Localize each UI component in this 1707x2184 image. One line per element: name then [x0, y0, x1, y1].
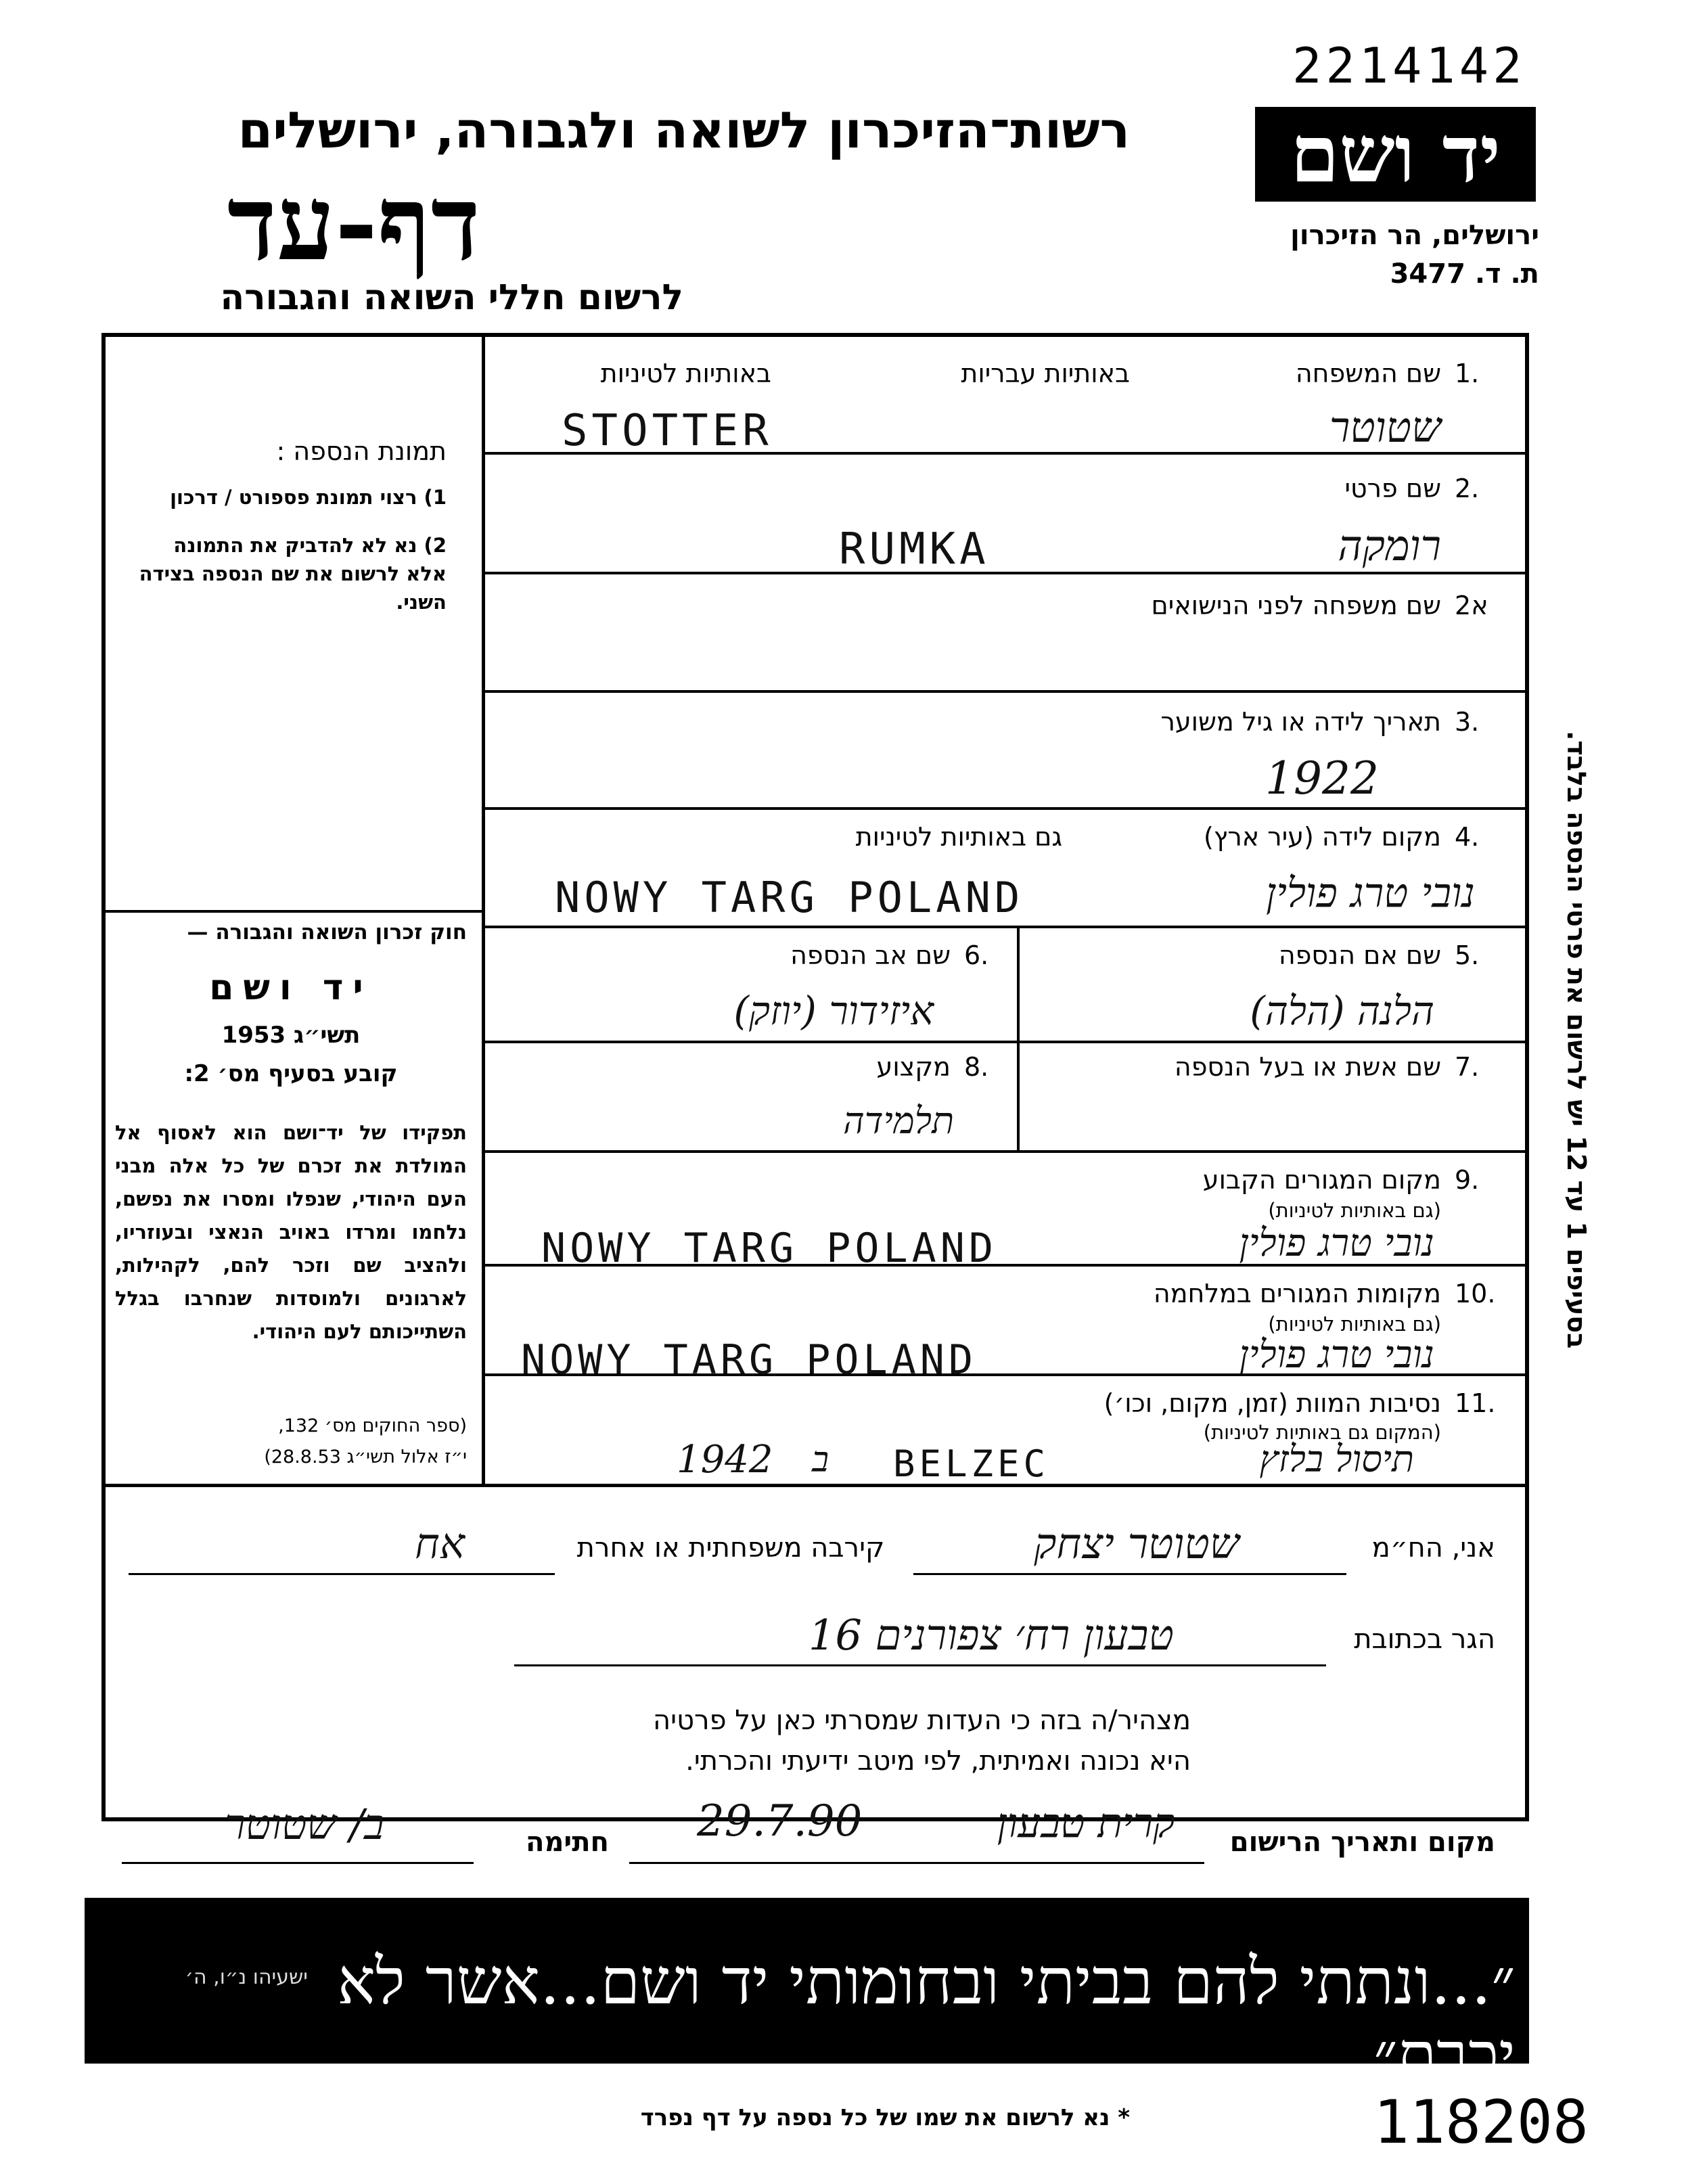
declarant-line	[913, 1573, 1346, 1575]
section-divider	[101, 1484, 1529, 1487]
field-6-label: שם אב הנספה	[790, 940, 951, 970]
field-4-number: 4.	[1455, 822, 1480, 852]
law-year: תשי״ג 1953	[221, 1022, 361, 1049]
field-2-value-hebrew[interactable]: רומקה	[1338, 521, 1441, 570]
field-9-value-hebrew[interactable]: נובי טרג פולין	[1239, 1221, 1434, 1265]
place-date-label: מקום ותאריך הרישום	[1229, 1827, 1495, 1858]
field-10-number: 10.	[1455, 1279, 1496, 1309]
law-brand: יד ושם	[209, 968, 373, 1008]
declarant-value[interactable]: שטוטר יצחק	[1034, 1519, 1239, 1568]
side-note-wrap	[1563, 731, 1597, 1428]
field-11-value-latin[interactable]: BELZEC	[893, 1442, 1050, 1485]
field-5-number: 5.	[1455, 940, 1480, 970]
field-1-value-latin[interactable]: STOTTER	[562, 406, 773, 456]
bottom-note: * נא לרשום את שמו של כל נספה על דף נפרד	[640, 2104, 1130, 2131]
field-11-value-hebrew[interactable]: תיסול בלזץ	[1259, 1438, 1414, 1480]
document-number: 2214142	[1292, 37, 1526, 94]
field-11-number: 11.	[1455, 1388, 1496, 1418]
row-divider	[482, 1041, 1529, 1043]
side-note: בסעיפים 1 עד 12 יש לרשום את פרטי הנספה בלבד.	[1562, 731, 1591, 1349]
date-value[interactable]: 29.7.90	[697, 1796, 863, 1846]
field-5-value[interactable]: הלנה (הלה)	[1250, 988, 1434, 1034]
field-11-value-year[interactable]: 1942	[677, 1438, 773, 1482]
footer-quote-source: ישעיהו נ״ו, ה׳	[185, 1965, 308, 1989]
photo-note-1: 1) רצוי תמונת פספורט / דרכון	[170, 486, 447, 509]
page-title: דף-עד	[227, 162, 480, 283]
relation-value[interactable]: אח	[415, 1519, 465, 1568]
field-9-number: 9.	[1455, 1165, 1480, 1195]
field-8-value[interactable]: תלמידה	[843, 1099, 954, 1142]
photo-box-title: תמונת הנספה :	[276, 436, 447, 466]
field-11-value-prefix[interactable]: ב	[812, 1440, 829, 1480]
field-2-label: שם פרטי	[1344, 474, 1441, 503]
field-11-label: נסיבות המוות (זמן, מקום, וכו׳)	[1103, 1388, 1441, 1418]
field-6-number: 6.	[964, 940, 989, 970]
cell-divider	[1017, 926, 1020, 1150]
row-divider	[482, 926, 1529, 928]
row-divider	[482, 807, 1529, 810]
law-source-line2: י״ז אלול תשי״ג 28.8.53)	[264, 1447, 467, 1468]
place-date-line	[629, 1862, 1204, 1864]
logo-address: ירושלים, הר הזיכרון	[1290, 220, 1539, 251]
footer-quote: ״...ונתתי להם בביתי ובחומותי יד ושם...אשר לא יכרת״	[337, 1945, 1516, 2093]
signature-line	[122, 1862, 474, 1864]
field-10-value-latin[interactable]: NOWY TARG POLAND	[521, 1336, 977, 1384]
field-9-value-latin[interactable]: NOWY TARG POLAND	[541, 1225, 997, 1272]
field-10-value-hebrew[interactable]: נובי טרג פולין	[1239, 1333, 1434, 1377]
relation-line	[129, 1573, 555, 1575]
signature-label: חתימה	[525, 1827, 609, 1858]
field-4-value-latin[interactable]: NOWY TARG POLAND	[555, 873, 1024, 922]
left-divider	[101, 910, 482, 913]
address-value[interactable]: טבעון רח׳ צפורנים 16	[809, 1610, 1174, 1660]
row-divider	[482, 1150, 1529, 1153]
yad-vashem-logo: יד ושם	[1255, 107, 1536, 202]
field-10-sub: (גם באותיות לטיניות)	[1268, 1313, 1441, 1336]
photo-note-2: 2) נא לא להדביק את התמונה אלא לרשום את שם הנספה בצידה השני.	[139, 534, 447, 614]
column-divider	[482, 333, 485, 1486]
field-3-number: 3.	[1455, 707, 1480, 737]
law-source	[115, 1411, 467, 1473]
law-title: חוק זכרון השואה והגבורה —	[187, 920, 467, 945]
law-section: קובע בסעיף מס׳ 2:	[184, 1060, 398, 1087]
field-1-latin-caption: באותיות לטיניות	[600, 359, 771, 388]
law-source-line1: (ספר החוקים מס׳ 132,	[278, 1415, 467, 1436]
field-1-number: 1.	[1455, 359, 1480, 388]
field-1-hebrew-caption: באותיות עבריות	[961, 359, 1130, 388]
address-line	[514, 1664, 1326, 1666]
field-2a-label: שם משפחה לפני הנישואים	[1151, 591, 1441, 620]
field-8-label: מקצוע	[876, 1052, 951, 1082]
row-divider	[482, 572, 1529, 574]
field-8-number: 8.	[964, 1052, 989, 1082]
field-1-label: שם המשפחה	[1295, 359, 1441, 388]
authority-name: רשות־הזיכרון לשואה ולגבורה, ירושלים	[237, 101, 1130, 160]
field-4-value-hebrew[interactable]: נובי טרג פולין	[1265, 869, 1475, 917]
logo-pobox: ת. ד. 3477	[1390, 258, 1539, 290]
law-text: תפקידו של יד־ושם הוא לאסוף אל המולדת את זכרם של כל אלה מבני העם היהודי, שנפלו ומסרו את נפשם, נלחמו ומרדו באויב הנאצי ובעוזריו, ולהציב שם וזכר להם, לקהילות, לארגונים ולמוסדות שנחרבו בגלל השתייכותם לעם היהודי.	[115, 1121, 467, 1343]
page-subtitle: לרשום חללי השואה והגבורה	[220, 277, 683, 318]
statement-line-1: מצהיר/ה בזה כי העדות שמסרתי כאן על פרטיה	[653, 1705, 1191, 1736]
field-7-label: שם אשת או בעל הנספה	[1174, 1052, 1441, 1082]
address-label: הגר בכתובת	[1354, 1624, 1495, 1655]
row-divider	[482, 690, 1529, 693]
field-4-label: מקום לידה (עיר ארץ)	[1204, 822, 1441, 852]
field-11-sub: (המקום גם באותיות לטיניות)	[1203, 1421, 1441, 1444]
field-3-label: תאריך לידה או גיל משוער	[1160, 707, 1441, 737]
signature-value[interactable]: ב/ שטוטר	[225, 1800, 384, 1849]
field-7-number: 7.	[1455, 1052, 1480, 1082]
field-5-label: שם אם הנספה	[1278, 940, 1441, 970]
field-2-value-latin[interactable]: RUMKA	[839, 524, 990, 574]
field-2-number: 2.	[1455, 474, 1480, 503]
field-9-label: מקום המגורים הקבוע	[1202, 1165, 1441, 1195]
declarant-label: אני, הח״מ	[1371, 1532, 1495, 1564]
field-3-value[interactable]: 1922	[1265, 752, 1379, 804]
field-4-latin-caption: גם באותיות לטיניות	[855, 822, 1062, 852]
statement-line-2: היא נכונה ואמיתית, לפי מיטב ידיעתי והכרתי.	[685, 1746, 1191, 1777]
place-value[interactable]: קרית טבעון	[997, 1800, 1175, 1847]
bottom-number: 118208	[1373, 2087, 1589, 2157]
relation-label: קירבה משפחתית או אחרת	[576, 1532, 885, 1564]
field-1-value-hebrew[interactable]: שטוטר	[1329, 403, 1441, 452]
field-10-label: מקומות המגורים במלחמה	[1153, 1279, 1441, 1309]
field-2a-number: 2א	[1455, 591, 1488, 620]
field-6-value[interactable]: איזידור (יוזק)	[733, 988, 934, 1034]
field-9-sub: (גם באותיות לטיניות)	[1268, 1199, 1441, 1222]
